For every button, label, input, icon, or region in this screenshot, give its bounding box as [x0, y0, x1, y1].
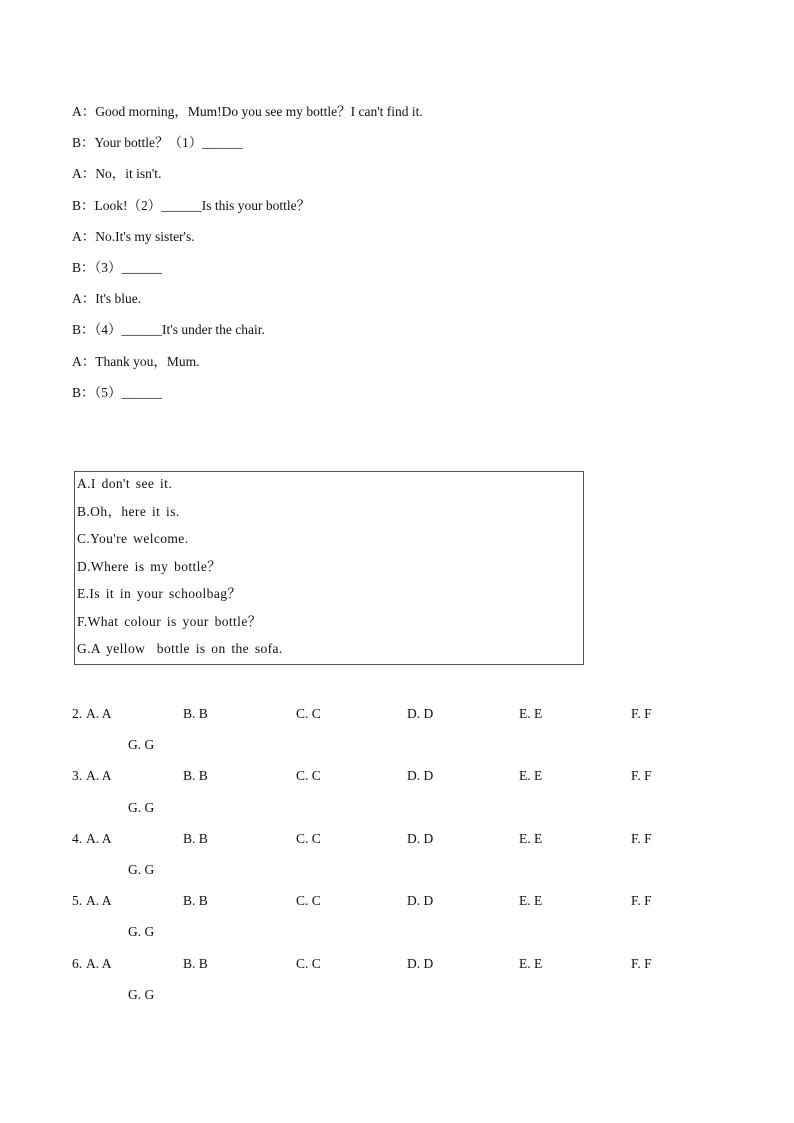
dialogue-text: Your bottle？（1）______ [94, 135, 243, 151]
speaker-label: B： [72, 384, 95, 400]
question-row [72, 704, 752, 735]
choice-f[interactable]: F. F [631, 706, 652, 721]
choice-c[interactable]: C. C [296, 893, 321, 909]
choice-e[interactable]: E. E [519, 955, 543, 971]
choice-c[interactable]: C. C [296, 830, 321, 846]
choice-g[interactable]: G. G [128, 861, 155, 877]
question-row [72, 891, 752, 922]
choice-b[interactable]: B. B [183, 706, 208, 721]
option-g: G.A yellow bottle is on the sofa. [77, 641, 283, 656]
dialogue-text: （3）______ [94, 259, 163, 275]
speaker-label: B： [72, 135, 95, 151]
dialogue-text: Good morning，Mum!Do you see my bottle？I can't find it. [95, 104, 423, 119]
speaker-label: B： [72, 322, 95, 338]
choice-e[interactable]: E. E [519, 893, 543, 909]
dialogue-line [72, 383, 752, 414]
dialogue-text: No.It's my sister's. [95, 228, 195, 244]
dialogue-line [72, 164, 752, 195]
choice-a[interactable]: A. A [86, 830, 112, 846]
question-row [72, 829, 752, 860]
choice-a[interactable]: A. A [86, 768, 112, 784]
choice-g[interactable]: G. G [128, 986, 155, 1002]
choice-f[interactable]: F. F [631, 830, 652, 846]
option-d: D.Where is my bottle？ [77, 558, 222, 574]
choice-a[interactable]: A. A [86, 893, 112, 909]
choice-b[interactable]: B. B [183, 768, 208, 784]
choice-d[interactable]: D. D [407, 893, 434, 909]
choice-e[interactable]: E. E [519, 830, 543, 846]
dialogue-line [72, 227, 752, 258]
choice-f[interactable]: F. F [631, 768, 652, 784]
question-row-continued [72, 798, 752, 829]
speaker-label: A： [72, 291, 96, 307]
choice-c[interactable]: C. C [296, 706, 321, 721]
question-number: 3. [72, 768, 83, 784]
speaker-label: A： [72, 104, 96, 119]
question-row-continued [72, 860, 752, 891]
option-f: F.What colour is your bottle？ [77, 613, 262, 629]
choice-d[interactable]: D. D [407, 768, 434, 784]
option-e: E.Is it in your schoolbag？ [77, 586, 242, 601]
dialogue-text: Thank you，Mum. [95, 353, 200, 369]
choice-b[interactable]: B. B [183, 893, 208, 909]
choice-e[interactable]: E. E [519, 768, 543, 784]
dialogue-line [72, 258, 752, 289]
choice-f[interactable]: F. F [631, 955, 652, 971]
choice-b[interactable]: B. B [183, 830, 208, 846]
choice-a[interactable]: A. A [86, 706, 112, 721]
choice-d[interactable]: D. D [407, 706, 434, 721]
dialogue-line [72, 196, 752, 227]
question-row [72, 766, 752, 797]
choice-e[interactable]: E. E [519, 706, 543, 721]
question-number: 4. [72, 830, 83, 846]
dialogue-text: No，it isn't. [95, 166, 162, 182]
choice-f[interactable]: F. F [631, 893, 652, 909]
choice-g[interactable]: G. G [128, 737, 155, 753]
choice-d[interactable]: D. D [407, 830, 434, 846]
option-c: C.You're welcome. [77, 531, 189, 546]
option-b: B.Oh，here it is. [77, 503, 180, 519]
speaker-label: B： [72, 259, 95, 275]
dialogue-text: （5）______ [94, 384, 163, 400]
question-row [72, 954, 752, 985]
dialogue-line [72, 289, 752, 320]
speaker-label: A： [72, 353, 96, 369]
choice-g[interactable]: G. G [128, 924, 155, 940]
speaker-label: A： [72, 228, 96, 244]
question-row-continued [72, 985, 752, 1016]
dialogue-line [72, 352, 752, 383]
choice-a[interactable]: A. A [86, 955, 112, 971]
choice-d[interactable]: D. D [407, 955, 434, 971]
choice-c[interactable]: C. C [296, 955, 321, 971]
option-a: A.I don't see it. [77, 476, 173, 491]
question-row-continued [72, 735, 752, 766]
choice-c[interactable]: C. C [296, 768, 321, 784]
options-box [74, 471, 584, 665]
questions [72, 704, 752, 1016]
question-number: 6. [72, 955, 83, 971]
dialogue-line [72, 320, 752, 351]
speaker-label: B： [72, 197, 95, 213]
dialogue-text: It's blue. [95, 291, 142, 307]
dialogue-line [72, 133, 752, 164]
speaker-label: A： [72, 166, 96, 182]
question-row-continued [72, 922, 752, 953]
question-number: 5. [72, 893, 83, 909]
dialogue-text: Look!（2）______Is this your bottle？ [94, 197, 311, 213]
question-number: 2. [72, 706, 83, 721]
choice-b[interactable]: B. B [183, 955, 208, 971]
dialogue-text: （4）______It's under the chair. [94, 322, 265, 338]
choice-g[interactable]: G. G [128, 799, 155, 815]
dialogue [72, 102, 752, 414]
dialogue-line [72, 102, 752, 133]
